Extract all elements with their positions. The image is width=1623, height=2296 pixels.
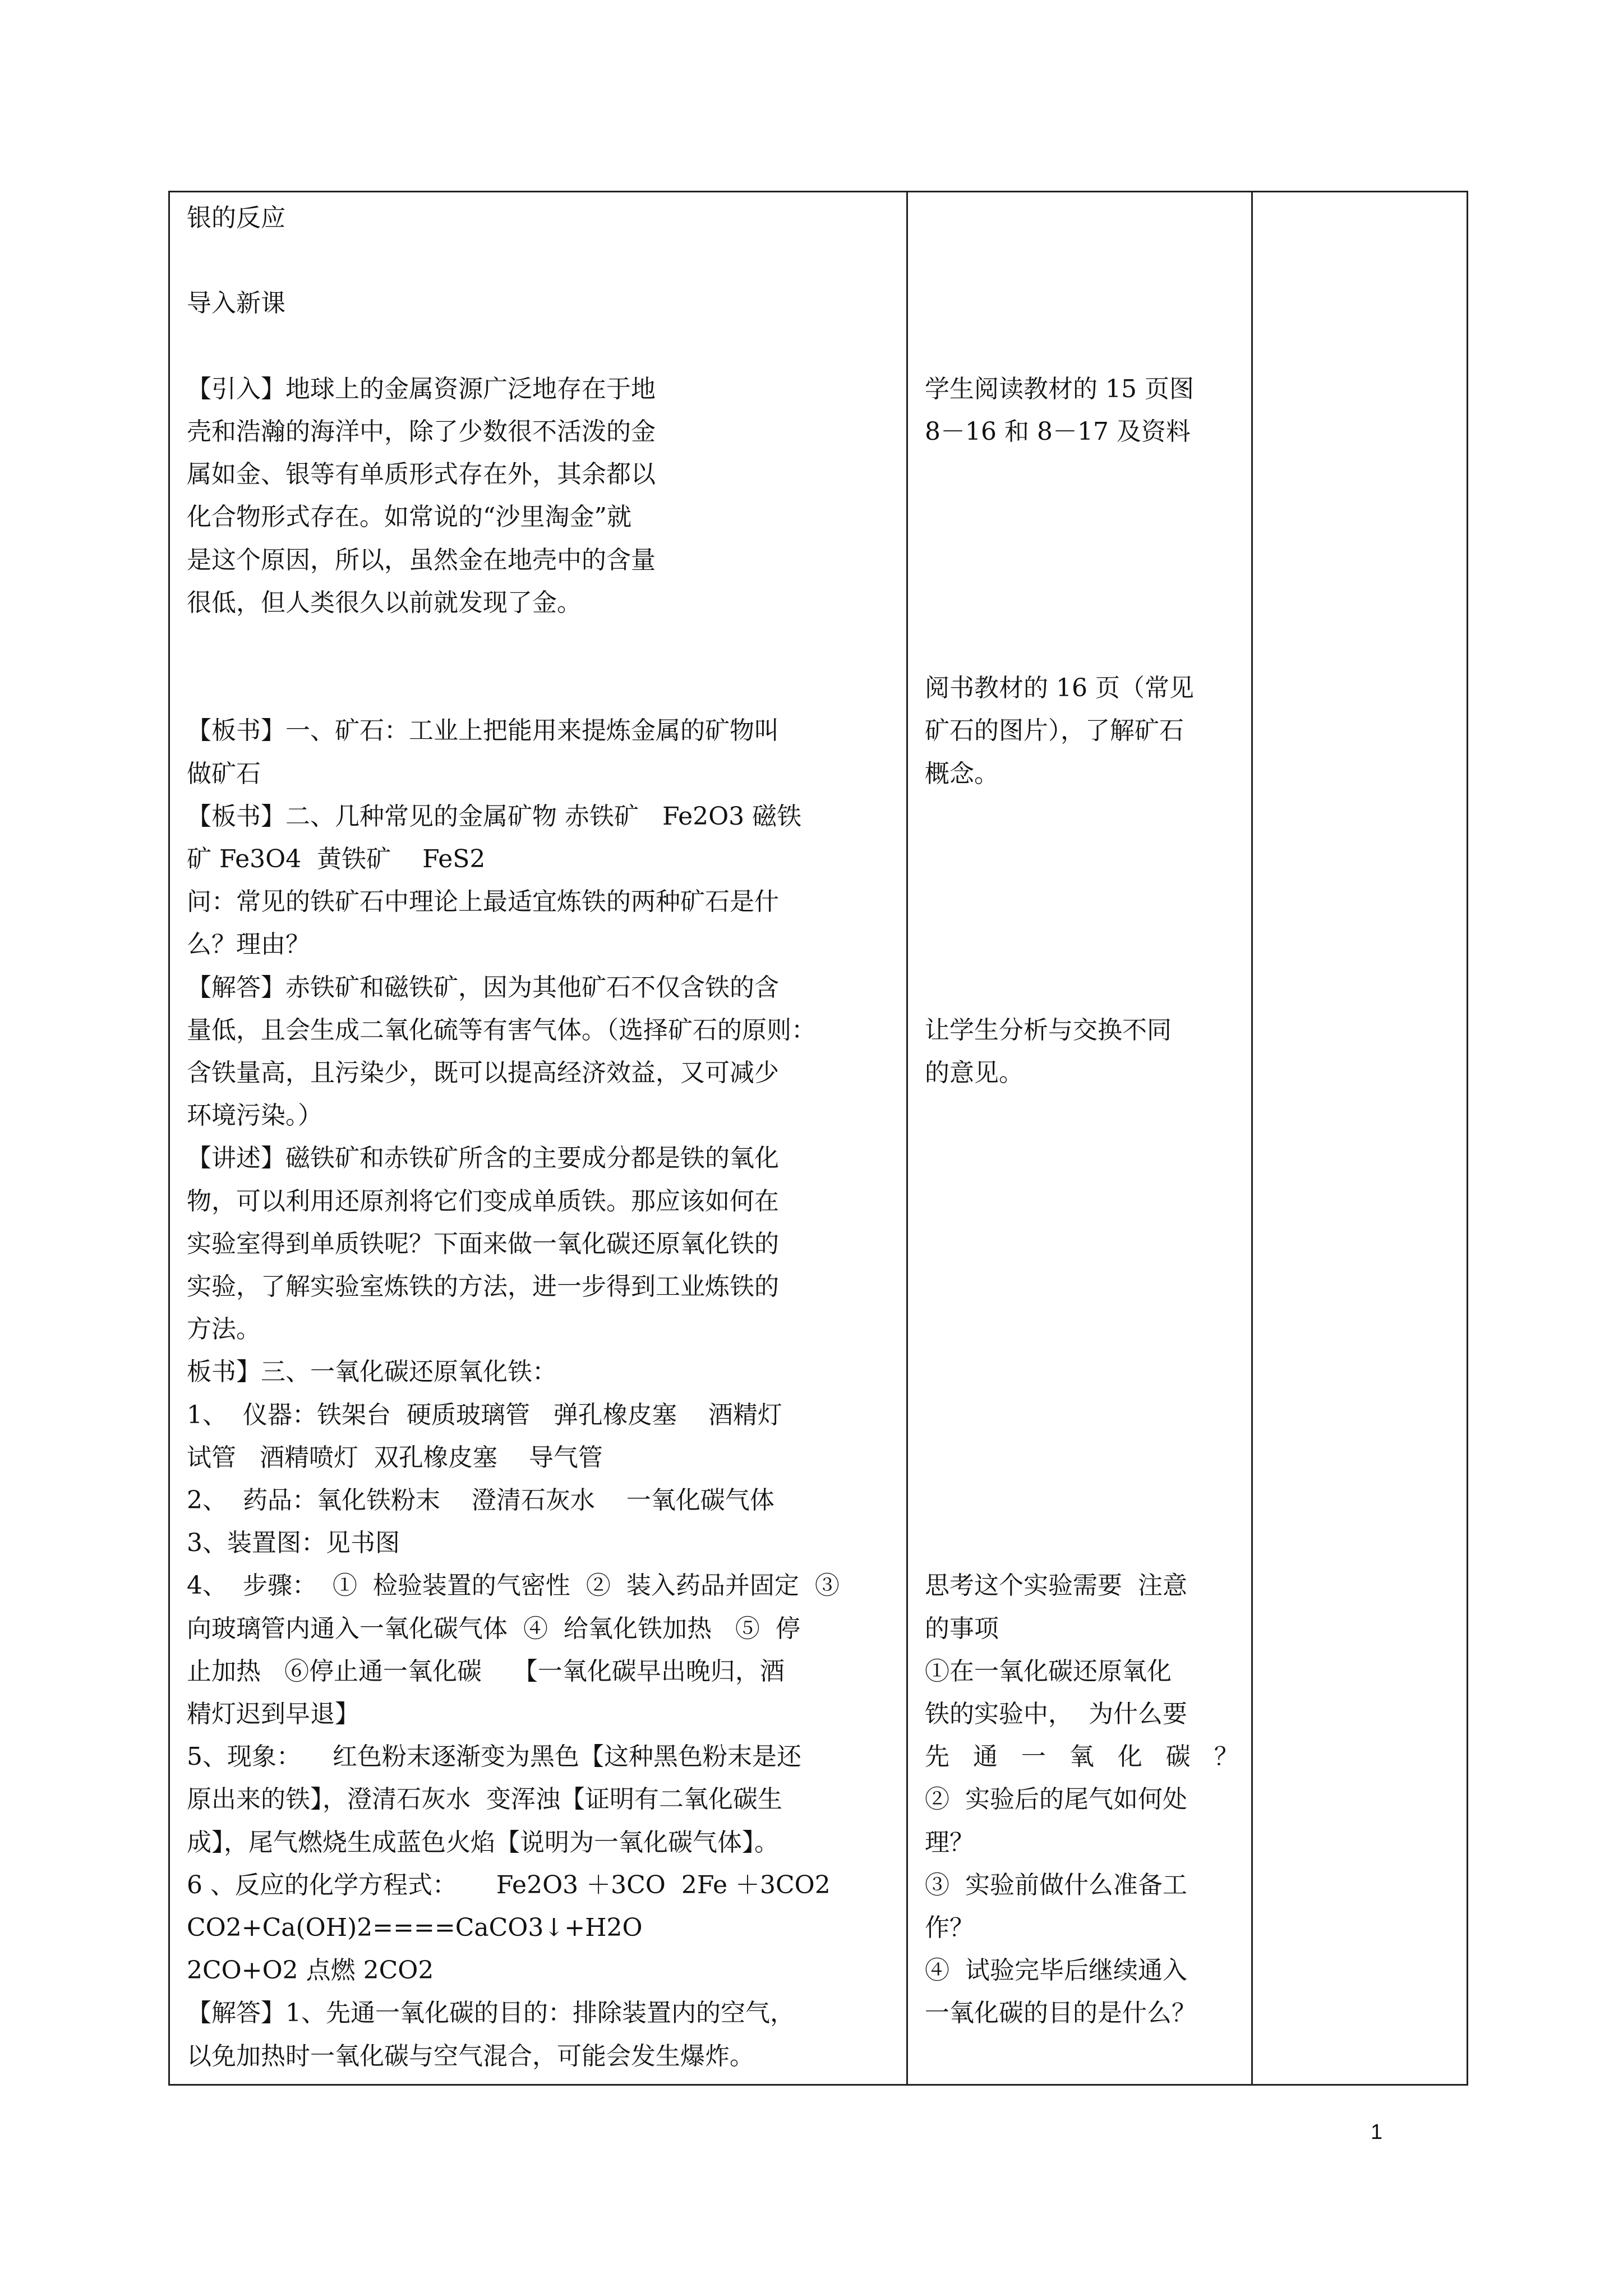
teacher-text-line: 试管 酒精喷灯 双孔橡皮塞 导气管	[187, 1443, 603, 1472]
teacher-text-line: 实验，了解实验室炼铁的方法，进一步得到工业炼铁的	[187, 1272, 779, 1301]
teacher-text-line: 【板书】一、矿石：工业上把能用来提炼金属的矿物叫	[187, 716, 779, 746]
student-text-line: ③ 实验前做什么准备工	[925, 1870, 1187, 1899]
teacher-text-line: 实验室得到单质铁呢？下面来做一氧化碳还原氧化铁的	[187, 1229, 779, 1258]
student-text-line: 学生阅读教材的 15 页图	[925, 374, 1194, 403]
teacher-text-line: 精灯迟到早退】	[187, 1700, 359, 1728]
teacher-text-line: 含铁量高，且污染少，既可以提高经济效益，又可减少	[187, 1059, 779, 1087]
teacher-text-line: 物，可以利用还原剂将它们变成单质铁。那应该如何在	[187, 1186, 779, 1216]
student-text-line: 思考这个实验需要 注意	[925, 1571, 1187, 1600]
teacher-text-line: 成】，尾气燃烧生成蓝色火焰【说明为一氧化碳气体】。	[187, 1828, 779, 1857]
lesson-table	[168, 191, 1468, 2086]
teacher-text-line: 壳和浩瀚的海洋中，除了少数很不活泼的金	[187, 417, 656, 446]
page-number: 1	[1371, 2120, 1383, 2144]
teacher-text-line: 向玻璃管内通入一氧化碳气体 ④ 给氧化铁加热 ⑤ 停	[187, 1614, 800, 1643]
student-text-line: 作？	[925, 1913, 974, 1942]
teacher-text-line: 么？理由？	[187, 930, 310, 959]
teacher-text-line: 2CO+O2 点燃 2CO2	[187, 1956, 434, 1985]
student-text-line: ④ 试验完毕后继续通入	[925, 1956, 1187, 1985]
student-text-line: 先 通 一 氧 化 碳 ？	[925, 1742, 1239, 1772]
teacher-text-line: 止加热 ⑥停止通一氧化碳 【一氧化碳早出晚归，酒	[187, 1657, 785, 1686]
student-text-line: 一氧化碳的目的是什么？	[925, 1999, 1196, 2028]
teacher-text-line: 【讲述】磁铁矿和赤铁矿所含的主要成分都是铁的氧化	[187, 1144, 779, 1173]
student-text-line: 8－16 和 8－17 及资料	[925, 417, 1191, 446]
teacher-text-line: 6 、反应的化学方程式： Fe2O3 ＋3CO 2Fe ＋3CO2	[187, 1870, 831, 1899]
teacher-text-line: 问：常见的铁矿石中理论上最适宜炼铁的两种矿石是什	[187, 887, 779, 917]
teacher-text-line: 银的反应	[187, 204, 285, 232]
student-text-line: ①在一氧化碳还原氧化	[925, 1657, 1172, 1686]
student-text-line: 铁的实验中， 为什么要	[925, 1700, 1187, 1728]
notes-column	[1253, 192, 1467, 2084]
teacher-text-line: 做矿石	[187, 759, 261, 788]
teacher-text-line: 化合物形式存在。如常说的“沙里淘金”就	[187, 503, 631, 532]
teacher-text-line: 板书】三、一氧化碳还原氧化铁：	[187, 1358, 557, 1387]
student-text-line: 理？	[925, 1828, 974, 1857]
student-text-line: 阅书教材的 16 页（常见	[925, 674, 1194, 703]
teacher-text-line: 很低，但人类很久以前就发现了金。	[187, 588, 582, 617]
teacher-text-line: 3、装置图：见书图	[187, 1529, 400, 1558]
teacher-text-line: 【解答】1、先通一氧化碳的目的：排除装置内的空气，	[187, 1999, 795, 2028]
teacher-text-line: 【板书】二、几种常见的金属矿物 赤铁矿 Fe2O3 磁铁	[187, 802, 802, 831]
teacher-text-line: 【解答】赤铁矿和磁铁矿，因为其他矿石不仅含铁的含	[187, 973, 779, 1002]
teacher-text-line: 原出来的铁】，澄清石灰水 变浑浊【证明有二氧化碳生	[187, 1785, 782, 1814]
teacher-text-line: 4、 步骤： ① 检验装置的气密性 ② 装入药品并固定 ③	[187, 1571, 840, 1600]
teacher-activity-column	[170, 192, 906, 2084]
teacher-text-line: 环境污染。）	[187, 1101, 322, 1130]
teacher-text-line: 2、 药品：氧化铁粉末 澄清石灰水 一氧化碳气体	[187, 1486, 774, 1515]
student-text-line: 矿石的图片），了解矿石	[925, 716, 1184, 746]
student-text-line: ② 实验后的尾气如何处	[925, 1785, 1187, 1814]
teacher-text-line: 1、 仪器：铁架台 硬质玻璃管 弹孔橡皮塞 酒精灯	[187, 1400, 782, 1429]
student-text-line: 让学生分析与交换不同	[925, 1015, 1172, 1045]
teacher-text-line: 以免加热时一氧化碳与空气混合，可能会发生爆炸。	[187, 2041, 754, 2070]
teacher-text-line: 量低，且会生成二氧化硫等有害气体。（选择矿石的原则：	[187, 1015, 816, 1045]
teacher-text-line: 【引入】地球上的金属资源广泛地存在于地	[187, 374, 656, 403]
teacher-text-line: 导入新课	[187, 289, 285, 318]
teacher-text-line: 方法。	[187, 1315, 261, 1344]
student-text-line: 概念。	[925, 759, 999, 788]
teacher-text-line: 矿 Fe3O4 黄铁矿 FeS2	[187, 845, 486, 873]
teacher-text-line: 属如金、银等有单质形式存在外，其余都以	[187, 460, 656, 489]
student-activity-column	[908, 192, 1251, 2084]
teacher-text-line: 是这个原因，所以，虽然金在地壳中的含量	[187, 545, 656, 574]
teacher-text-line: CO2+Ca(OH)2====CaCO3↓+H2O	[187, 1913, 643, 1942]
student-text-line: 的意见。	[925, 1059, 1023, 1087]
teacher-text-line: 5、现象： 红色粉末逐渐变为黑色【这种黑色粉末是还	[187, 1742, 801, 1772]
student-text-line: 的事项	[925, 1614, 999, 1643]
